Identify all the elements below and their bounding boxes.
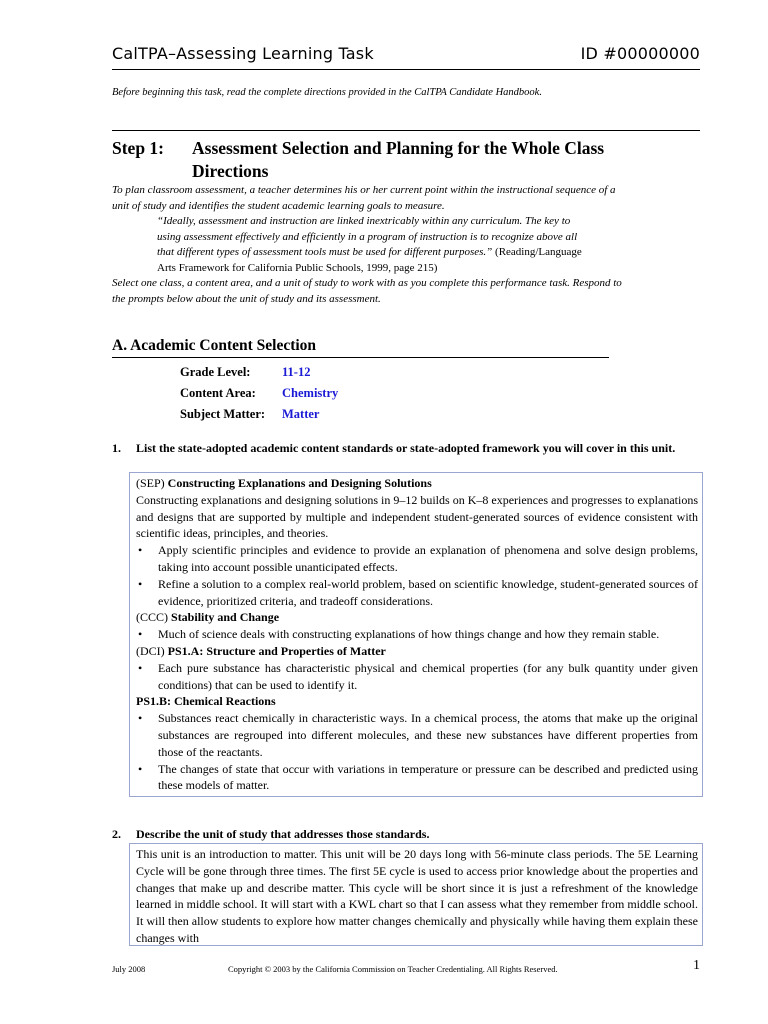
sep-title: Constructing Explanations and Designing Solutions bbox=[167, 476, 432, 490]
grade-value: 11-12 bbox=[282, 365, 311, 379]
directions-line-2: unit of study and identifies the student academic learning goals to measure. bbox=[112, 199, 445, 212]
header-title: CalTPA–Assessing Learning Task bbox=[112, 44, 374, 63]
quote-line-3 bbox=[157, 245, 657, 261]
sep-bullet: • Refine a solution to a complex real-world problem, based on scientific knowledge, student-generated sources of evidence, prioritized criteria, and tradeoff considerations. bbox=[136, 576, 698, 610]
footer-date: July 2008 bbox=[112, 964, 146, 974]
sep-bullet: • Apply scientific principles and evidence to provide an explanation of phenomena and solve design problems, taking into account possible unanticipated effects. bbox=[136, 542, 698, 576]
question-2 bbox=[112, 826, 702, 842]
dci-bullet: • Each pure substance has characteristic physical and chemical properties (for any bulk quantity under given conditions) that can be used to identify it. bbox=[136, 660, 698, 694]
dci-title: PS1.A: Structure and Properties of Matter bbox=[167, 643, 386, 658]
subject-value: Matter bbox=[282, 407, 320, 421]
step-number: Step 1: bbox=[112, 138, 165, 158]
select-line-1: Select one class, a content area, and a unit of study to work with as you complete this performance task. Respond to bbox=[112, 277, 622, 289]
ps1b-bullet: • Substances react chemically in characteristic ways. In a chemical process, the atoms that make up the original substances are regrouped into different molecules, and these new substances have different properties from those of the reactants. bbox=[136, 710, 698, 760]
content-area-label: Content Area: bbox=[180, 386, 256, 400]
content-area-value: Chemistry bbox=[282, 386, 339, 400]
content-selection bbox=[180, 362, 338, 425]
select-line-2: the prompts below about the unit of study and its assessment. bbox=[112, 292, 381, 305]
ccc-prefix: (CCC) bbox=[136, 610, 172, 625]
question-1 bbox=[112, 440, 702, 456]
sep-text: Constructing explanations and designing solutions in 9–12 builds on K–8 experiences and progresses to explanations and designs that are supported by multiple and independent student-generated sources of evidence consistent with scientific ideas, principles, and theories. bbox=[136, 492, 698, 541]
step-title: Assessment Selection and Planning for the Whole Class bbox=[192, 138, 605, 158]
unit-description-box[interactable] bbox=[129, 843, 703, 946]
quote-line-1: “Ideally, assessment and instruction are linked inextricably within any curriculum. The key to bbox=[157, 215, 571, 227]
directions-line-1: To plan classroom assessment, a teacher determines his or her current point within the instructional sequence of a bbox=[112, 184, 616, 196]
dci-prefix: (DCI) bbox=[136, 643, 168, 658]
quote-line-2: using assessment effectively and efficiently in a program of instruction is to recognize above all bbox=[157, 230, 578, 243]
subject-label: Subject Matter: bbox=[180, 407, 266, 421]
section-a-title: A. Academic Content Selection bbox=[112, 337, 609, 358]
header-id: ID #00000000 bbox=[580, 44, 700, 63]
ccc-title: Stability and Change bbox=[171, 610, 280, 625]
intro-note: Before beginning this task, read the complete directions provided in the CalTPA Candidate Handbook. bbox=[112, 87, 542, 98]
unit-description-text: This unit is an introduction to matter. This unit will be 20 days long with 56-minute class periods. The 5E Learning Cycle will be gone through three times. The first 5E cycle is used to access prior knowledge about the properties and changes that make up and describe matter. This cycle will be short since it is just a refreshment of the knowledge learned in middle school. It will start with a KWL chart so that I can assess what they remember from middle school. It will then allow students to explore how matter changes chemically and physically while having them explain these changes with bbox=[136, 847, 698, 945]
ps1b-title: PS1.B: Chemical Reactions bbox=[136, 694, 276, 709]
step-heading bbox=[112, 137, 605, 181]
standards-answer-box[interactable] bbox=[129, 472, 703, 797]
step-divider bbox=[112, 130, 700, 131]
quote-cite-tail: (Reading/Language bbox=[495, 246, 582, 258]
question-2-number: 2. bbox=[112, 827, 121, 841]
step-subtitle: Directions bbox=[192, 161, 269, 181]
quote-line-3-text: that different types of assessment tools must be used for different purposes.” bbox=[157, 246, 493, 258]
quote-cite: Arts Framework for California Public Schools, 1999, page 215) bbox=[157, 261, 438, 274]
sep-prefix: (SEP) bbox=[136, 476, 168, 490]
grade-label: Grade Level: bbox=[180, 365, 251, 379]
footer-copyright: Copyright © 2003 by the California Commission on Teacher Credentialing. All Rights Reserved. bbox=[228, 964, 558, 974]
ccc-bullet: • Much of science deals with constructing explanations of how things change and how they remain stable. bbox=[136, 626, 698, 643]
ps1b-bullet: • The changes of state that occur with variations in temperature or pressure can be described and predicted using these models of matter. bbox=[136, 761, 698, 795]
question-2-text: Describe the unit of study that addresses those standards. bbox=[136, 827, 430, 841]
page-number: 1 bbox=[693, 958, 700, 973]
question-1-number: 1. bbox=[112, 441, 121, 455]
question-1-text: List the state-adopted academic content standards or state-adopted framework you will cover in this unit. bbox=[136, 441, 676, 455]
page-header bbox=[112, 44, 700, 63]
header-divider bbox=[112, 69, 700, 70]
